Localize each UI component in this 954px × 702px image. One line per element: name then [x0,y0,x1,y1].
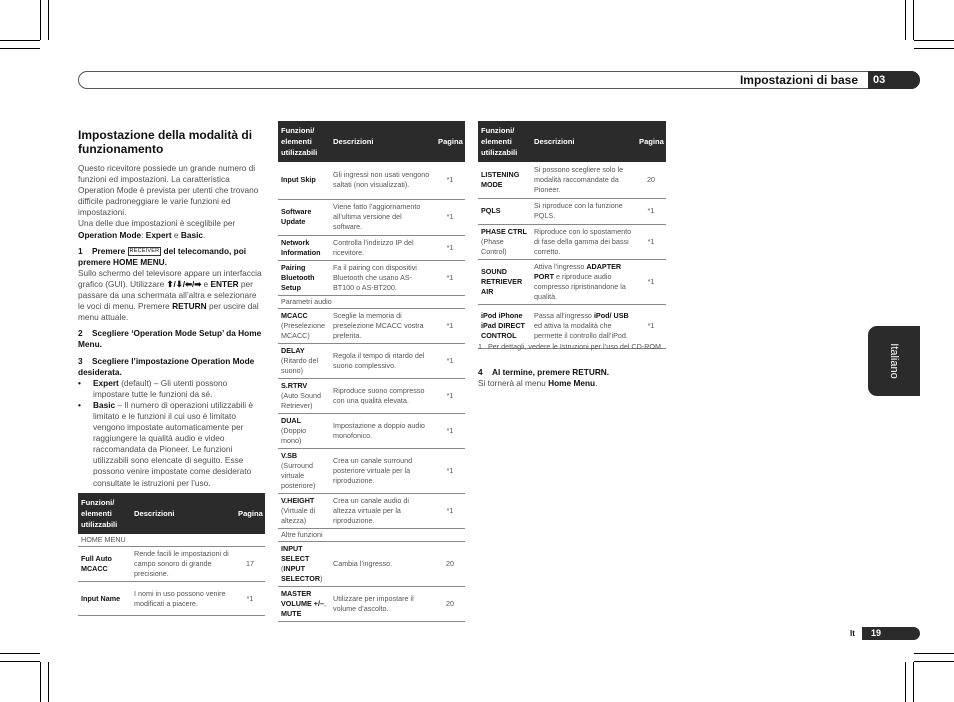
text: ( [281,563,284,573]
crop-mark [914,40,954,41]
footnote [478,342,666,352]
function-name [478,224,531,259]
table-row [278,343,465,378]
crop-mark [913,0,914,40]
step-4-title [478,367,666,378]
function-name [278,378,330,413]
text: ed attiva la modalità che permette il controllo dall’iPod. [534,321,628,340]
text: Expert [93,377,119,388]
crop-mark [913,662,914,702]
function-name: Software Update [278,199,330,235]
text: (Preselezione MCACC) [281,320,325,340]
page-ref: *1 [235,582,265,616]
description: Rende facili le impostazioni di campo sonoro di grande precisione. [131,547,235,582]
text: per passare da una schermata all’altra e selezionare le voci di menu. Premere [78,278,257,312]
bullet-basic [78,400,265,489]
description [531,259,636,304]
bullet-icon: • [78,377,81,388]
table-row [278,235,465,260]
text: Al termine, premere RETURN. [492,367,610,377]
function-name: Full Auto MCACC [78,547,131,582]
text: V.HEIGHT [281,495,315,505]
text: INPUT SELECT [281,543,310,563]
text: (default) – Gli utenti possono impostare tutte le funzioni da sé. [93,377,228,399]
text: S.RTRV [281,380,308,390]
text: Basic [180,229,203,240]
page-ref: *1 [435,162,465,199]
table-row [78,547,265,582]
section-label: Altre funzioni [278,528,465,541]
text: MCACC [281,310,308,320]
column-header: Pagina [435,121,465,162]
description: Utilizzare per impostare il volume d’ascolto. [330,586,435,621]
description: Riproduce con lo spostamento di fase della gamma dei bassi corretto. [531,224,636,259]
page-ref: *1 [636,259,666,304]
text: (Ritardo del suono) [281,355,319,375]
crop-mark [40,662,41,702]
table-row [278,308,465,343]
page-ref: 20 [636,162,666,198]
functions-table-2 [278,121,465,622]
table-header [478,121,666,162]
text: Home Menu [548,378,596,388]
footnote-text: Per dettagli, vedere le Istruzioni per l’uso del CD-ROM. [488,342,663,351]
table-row [278,378,465,413]
text: – Il numero di operazioni utilizzabili è limitato e le funzioni il cui uso è limitato vengono impostate automaticamente per raggiungere la qualità audio e video raccomandata da Pioneer. Le funzioni utilizzabili sono elencate di seguito. Esse possono venire impostate come desiderato consultate le istruzioni per l’uso. [93,399,254,488]
text [93,400,265,489]
step-2 [78,328,265,350]
step-4 [478,367,666,389]
text: , [323,598,326,608]
page-ref: *1 [435,199,465,235]
chapter-number: 03 [868,71,920,89]
page-ref: *1 [435,235,465,260]
bullet-expert [78,378,265,400]
text: ENTER [210,278,239,289]
text: Scegliere ‘Operation Mode Setup’ da Home Menu. [78,328,262,350]
text: (Auto Sound Retriever) [281,390,321,410]
table-row [278,541,465,586]
crop-mark [914,661,954,662]
page-ref: *1 [636,304,666,348]
column-header: Funzioni/ elementi utilizzabili [478,121,531,162]
crop-mark [914,48,954,49]
crop-mark [914,653,954,654]
text: Si tornerà al menu [478,378,549,388]
table-row [478,198,666,224]
section-title: Impostazione della modalità di funzionamento [78,128,253,156]
page-ref: *1 [636,198,666,224]
table-row [278,199,465,235]
column-header: Funzioni/ elementi utilizzabili [278,121,330,162]
page-ref: *1 [636,224,666,259]
text: e [171,229,181,240]
description: Si riproduce con la funzione PQLS. [531,198,636,224]
table-row [278,586,465,621]
text: (Doppio mono) [281,425,307,445]
text: ) [320,573,323,583]
text: e [201,278,211,289]
function-name [278,343,330,378]
arrow-keys-icon: ⬆/⬇/⬅/➡ [166,278,202,289]
description: Riproduce suono compresso con una qualità elevata. [330,378,435,413]
page-ref: *1 [435,413,465,448]
function-name [278,448,330,493]
step-number: 1 [78,245,83,256]
text: Operation Mode [78,229,142,240]
text: Basic [93,399,116,410]
text: Attiva l’ingresso [534,261,587,271]
step-4-description [478,378,666,389]
description: Sceglie la memoria di preselezione MCACC vostra preferita. [330,308,435,343]
page-ref: *1 [435,308,465,343]
table-row [478,259,666,304]
text: (Phase Control) [481,236,507,256]
page-ref: *1 [435,260,465,295]
text: per uscire dal menu attuale. [78,301,259,323]
language-tab [868,326,920,396]
page-ref: 20 [435,586,465,621]
text: Premere [92,245,128,256]
intro-paragraph-2 [78,218,265,240]
function-name: Input Name [78,582,131,616]
description: Controlla l’indirizzo IP del ricevitore. [330,235,435,260]
crop-mark [0,661,40,662]
text: DELAY [281,345,305,355]
description: Impostazione a doppio audio monofonico. [330,413,435,448]
page-ref: 17 [235,547,265,582]
step-1-description [78,268,265,323]
text: del telecomando, poi premere HOME MENU. [78,245,247,267]
language-label: Italiano [888,343,900,379]
column-header: Funzioni/ elementi utilizzabili [78,493,131,534]
page-ref: *1 [435,448,465,493]
table-row [78,582,265,616]
text: e riproduce audio compresso ripristinandone la qualità. [534,271,626,301]
text: Expert [145,229,172,240]
functions-table-3 [478,121,666,349]
text: Una delle due impostazioni è sceglibile per [78,218,236,229]
bullet-icon: • [78,399,81,410]
table-section [78,534,265,547]
functions-table-1 [78,493,265,616]
step-3 [78,356,265,378]
footer-language: It [850,629,855,638]
text [93,378,265,400]
text: Passa all’ingresso [534,311,594,320]
text: RETURN [172,301,207,312]
text: Sullo schermo del televisore appare un interfaccia grafico (GUI). Utilizzare [78,267,262,289]
column-header: Pagina [235,493,265,534]
step-number: 4 [478,367,483,377]
function-name: SOUND RETRIEVER AIR [478,259,531,304]
crop-mark [905,662,906,702]
table-row [278,413,465,448]
page-number: 19 [862,627,920,640]
function-name [278,541,330,586]
function-name: Pairing Bluetooth Setup [278,260,330,295]
description: Si possono scegliere solo le modalità raccomandate da Pioneer. [531,162,636,198]
column-header: Pagina [636,121,666,162]
text: ADAPTER PORT [534,261,622,281]
description: Gli ingressi non usati vengono saltati (non visualizzati). [330,162,435,199]
text: PHASE CTRL [481,226,527,236]
text: V.SB [281,450,298,460]
function-name [278,413,330,448]
column-header: Descrizioni [131,493,235,534]
page-ref: *1 [435,378,465,413]
crop-mark [48,662,49,702]
crop-mark [40,0,41,40]
text: Scegliere l’impostazione Operation Mode desiderata. [78,355,255,377]
text: INPUT SELECTOR [281,563,321,583]
table-section [278,295,465,308]
crop-mark [0,653,40,654]
text: . [595,378,598,388]
description: Crea un canale audio di altezza virtuale per la riproduzione. [330,493,435,528]
intro-paragraph: Questo ricevitore possiede un grande numero di funzioni ed impostazioni. La caratteristica Operation Mode è prevista per utenti che trovano difficile padroneggiare le varie funzioni ed impostazioni. [78,163,259,218]
table-row [478,162,666,198]
page-ref: *1 [435,343,465,378]
text: MUTE [281,608,302,618]
crop-mark [0,40,40,41]
function-name: iPod iPhone iPad DIRECT CONTROL [478,304,531,348]
function-name [278,586,330,621]
description: Crea un canale surround posteriore virtuale per la riproduzione. [330,448,435,493]
table-row [278,260,465,295]
function-name: PQLS [478,198,531,224]
text: MASTER VOLUME +/– [281,588,324,608]
description: Cambia l’ingresso. [330,541,435,586]
table-row [278,162,465,199]
footnote-number: 1 [478,342,482,351]
step-number: 3 [78,355,83,366]
page-ref: *1 [435,493,465,528]
step-1 [78,246,265,268]
table-row [278,493,465,528]
text: (Surround virtuale posteriore) [281,460,316,490]
step-number: 2 [78,328,83,339]
receiver-key-icon: RECEIVER [129,247,160,254]
text: iPod/ USB [593,311,629,320]
description: Regola il tempo di ritardo del suono complessivo. [330,343,435,378]
page-ref: 20 [435,541,465,586]
description: Fa il pairing con dispositivi Bluetooth che usano AS-BT100 o AS-BT200. [330,260,435,295]
text: . [202,229,206,240]
text: DUAL [281,415,301,425]
table-header [78,493,265,534]
table-section [278,528,465,541]
description: Viene fatto l’aggiornamento all’ultima versione del software. [330,199,435,235]
table-row [278,448,465,493]
function-name [278,493,330,528]
column-header: Descrizioni [531,121,636,162]
description: I nomi in uso possono venire modificati a piacere. [131,582,235,616]
main-text [78,128,265,489]
function-name: Network Information [278,235,330,260]
section-label: Parametri audio [278,295,465,308]
function-name: LISTENING MODE [478,162,531,198]
crop-mark [0,48,40,49]
table-header [278,121,465,162]
text: (Virtuale di altezza) [281,505,316,525]
table-row [478,224,666,259]
section-label: HOME MENU [78,534,265,547]
chapter-title: Impostazioni di base [739,73,858,87]
column-header: Descrizioni [330,121,435,162]
crop-mark [905,0,906,40]
function-name [278,308,330,343]
crop-mark [48,0,49,40]
function-name: Input Skip [278,162,330,199]
text: : [141,229,146,240]
